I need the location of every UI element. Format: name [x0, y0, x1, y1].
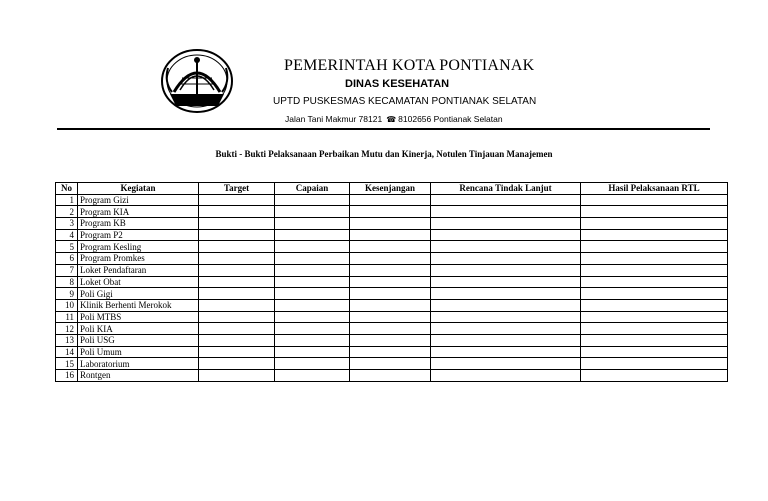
row-gap-cell — [350, 218, 431, 230]
row-gap-cell — [350, 229, 431, 241]
header-follow-up-plan: Rencana Tindak Lanjut — [431, 183, 581, 195]
table-row — [56, 264, 728, 276]
row-target-cell — [199, 194, 275, 206]
row-follow-up-plan-cell — [431, 276, 581, 288]
row-achievement-cell — [275, 264, 350, 276]
row-target-cell — [199, 311, 275, 323]
row-follow-up-plan-cell — [431, 253, 581, 265]
table-row — [56, 206, 728, 218]
row-follow-up-plan-cell — [431, 323, 581, 335]
address-phone: 8102656 Pontianak Selatan — [398, 114, 503, 124]
row-gap-cell — [350, 253, 431, 265]
row-target-cell — [199, 276, 275, 288]
row-number-cell: 3 — [56, 218, 78, 230]
row-achievement-cell — [275, 346, 350, 358]
row-target-cell — [199, 241, 275, 253]
row-activity-cell: Program Gizi — [78, 194, 199, 206]
row-follow-up-plan-cell — [431, 229, 581, 241]
table-row — [56, 311, 728, 323]
row-follow-up-plan-cell — [431, 311, 581, 323]
row-follow-up-result-cell — [581, 253, 728, 265]
row-achievement-cell — [275, 370, 350, 382]
row-activity-cell: Rontgen — [78, 370, 199, 382]
row-target-cell — [199, 218, 275, 230]
row-follow-up-result-cell — [581, 299, 728, 311]
row-gap-cell — [350, 241, 431, 253]
table-row — [56, 288, 728, 300]
header-gap: Kesenjangan — [350, 183, 431, 195]
row-gap-cell — [350, 323, 431, 335]
row-number-cell: 9 — [56, 288, 78, 300]
row-follow-up-plan-cell — [431, 370, 581, 382]
row-number-cell: 1 — [56, 194, 78, 206]
row-achievement-cell — [275, 253, 350, 265]
row-target-cell — [199, 299, 275, 311]
row-follow-up-result-cell — [581, 206, 728, 218]
address-line — [285, 114, 503, 124]
row-achievement-cell — [275, 218, 350, 230]
department-name: DINAS KESEHATAN — [345, 78, 450, 90]
row-activity-cell: Program KIA — [78, 206, 199, 218]
row-follow-up-plan-cell — [431, 218, 581, 230]
table-row — [56, 229, 728, 241]
row-achievement-cell — [275, 229, 350, 241]
row-target-cell — [199, 253, 275, 265]
unit-name: UPTD PUSKESMAS KECAMATAN PONTIANAK SELATAN — [273, 96, 537, 107]
row-follow-up-result-cell — [581, 241, 728, 253]
table-row — [56, 346, 728, 358]
row-gap-cell — [350, 264, 431, 276]
row-follow-up-result-cell — [581, 370, 728, 382]
row-follow-up-result-cell — [581, 218, 728, 230]
row-follow-up-result-cell — [581, 194, 728, 206]
row-activity-cell: Klinik Berhenti Merokok — [78, 299, 199, 311]
row-achievement-cell — [275, 194, 350, 206]
activity-table — [55, 182, 728, 382]
row-activity-cell: Program Promkes — [78, 253, 199, 265]
row-activity-cell: Program P2 — [78, 229, 199, 241]
row-follow-up-result-cell — [581, 264, 728, 276]
row-follow-up-plan-cell — [431, 334, 581, 346]
row-follow-up-plan-cell — [431, 206, 581, 218]
row-target-cell — [199, 370, 275, 382]
row-activity-cell: Loket Obat — [78, 276, 199, 288]
header-target: Target — [199, 183, 275, 195]
row-target-cell — [199, 334, 275, 346]
table-row — [56, 299, 728, 311]
row-gap-cell — [350, 346, 431, 358]
table-row — [56, 218, 728, 230]
row-follow-up-result-cell — [581, 288, 728, 300]
row-gap-cell — [350, 276, 431, 288]
document-title: Bukti - Bukti Pelaksanaan Perbaikan Mutu dan Kinerja, Notulen Tinjauan Manajemen — [215, 149, 553, 159]
row-number-cell: 10 — [56, 299, 78, 311]
table-row — [56, 241, 728, 253]
row-follow-up-plan-cell — [431, 346, 581, 358]
row-achievement-cell — [275, 311, 350, 323]
row-number-cell: 13 — [56, 334, 78, 346]
table-header-row — [56, 183, 728, 195]
row-number-cell: 15 — [56, 358, 78, 370]
row-gap-cell — [350, 370, 431, 382]
row-number-cell: 14 — [56, 346, 78, 358]
row-follow-up-result-cell — [581, 323, 728, 335]
row-follow-up-result-cell — [581, 276, 728, 288]
row-activity-cell: Poli USG — [78, 334, 199, 346]
row-achievement-cell — [275, 299, 350, 311]
row-follow-up-plan-cell — [431, 358, 581, 370]
row-gap-cell — [350, 206, 431, 218]
row-follow-up-plan-cell — [431, 288, 581, 300]
table-row — [56, 358, 728, 370]
row-target-cell — [199, 323, 275, 335]
header-no: No — [56, 183, 78, 195]
row-activity-cell: Program Kesling — [78, 241, 199, 253]
row-number-cell: 16 — [56, 370, 78, 382]
kota-pontianak-emblem — [160, 48, 234, 114]
row-activity-cell: Poli MTBS — [78, 311, 199, 323]
row-number-cell: 7 — [56, 264, 78, 276]
row-follow-up-result-cell — [581, 229, 728, 241]
row-follow-up-result-cell — [581, 358, 728, 370]
table-row — [56, 323, 728, 335]
row-achievement-cell — [275, 323, 350, 335]
row-follow-up-plan-cell — [431, 241, 581, 253]
row-follow-up-plan-cell — [431, 299, 581, 311]
row-activity-cell: Poli KIA — [78, 323, 199, 335]
row-follow-up-result-cell — [581, 334, 728, 346]
row-target-cell — [199, 206, 275, 218]
table-row — [56, 334, 728, 346]
row-activity-cell: Loket Pendaftaran — [78, 264, 199, 276]
row-achievement-cell — [275, 206, 350, 218]
header-achievement: Capaian — [275, 183, 350, 195]
row-achievement-cell — [275, 334, 350, 346]
row-follow-up-result-cell — [581, 311, 728, 323]
row-activity-cell: Poli Gigi — [78, 288, 199, 300]
row-gap-cell — [350, 299, 431, 311]
table-row — [56, 370, 728, 382]
row-follow-up-plan-cell — [431, 264, 581, 276]
row-achievement-cell — [275, 358, 350, 370]
telephone-icon: ☎ — [386, 115, 397, 124]
row-gap-cell — [350, 194, 431, 206]
row-number-cell: 11 — [56, 311, 78, 323]
row-gap-cell — [350, 311, 431, 323]
row-number-cell: 6 — [56, 253, 78, 265]
row-target-cell — [199, 346, 275, 358]
row-number-cell: 2 — [56, 206, 78, 218]
row-activity-cell: Program KB — [78, 218, 199, 230]
row-gap-cell — [350, 288, 431, 300]
row-target-cell — [199, 229, 275, 241]
row-target-cell — [199, 264, 275, 276]
row-achievement-cell — [275, 288, 350, 300]
row-achievement-cell — [275, 276, 350, 288]
row-number-cell: 5 — [56, 241, 78, 253]
table-row — [56, 194, 728, 206]
row-follow-up-plan-cell — [431, 194, 581, 206]
row-number-cell: 8 — [56, 276, 78, 288]
table-row — [56, 253, 728, 265]
header-divider — [57, 128, 710, 130]
row-target-cell — [199, 288, 275, 300]
row-follow-up-result-cell — [581, 346, 728, 358]
table-row — [56, 276, 728, 288]
header-follow-up-result: Hasil Pelaksanaan RTL — [581, 183, 728, 195]
address-street: Jalan Tani Makmur 78121 — [285, 114, 383, 124]
row-gap-cell — [350, 334, 431, 346]
row-target-cell — [199, 358, 275, 370]
row-activity-cell: Laboratorium — [78, 358, 199, 370]
row-activity-cell: Poli Umum — [78, 346, 199, 358]
government-name: PEMERINTAH KOTA PONTIANAK — [284, 57, 535, 74]
row-achievement-cell — [275, 241, 350, 253]
row-number-cell: 4 — [56, 229, 78, 241]
row-gap-cell — [350, 358, 431, 370]
header-activity: Kegiatan — [78, 183, 199, 195]
row-number-cell: 12 — [56, 323, 78, 335]
